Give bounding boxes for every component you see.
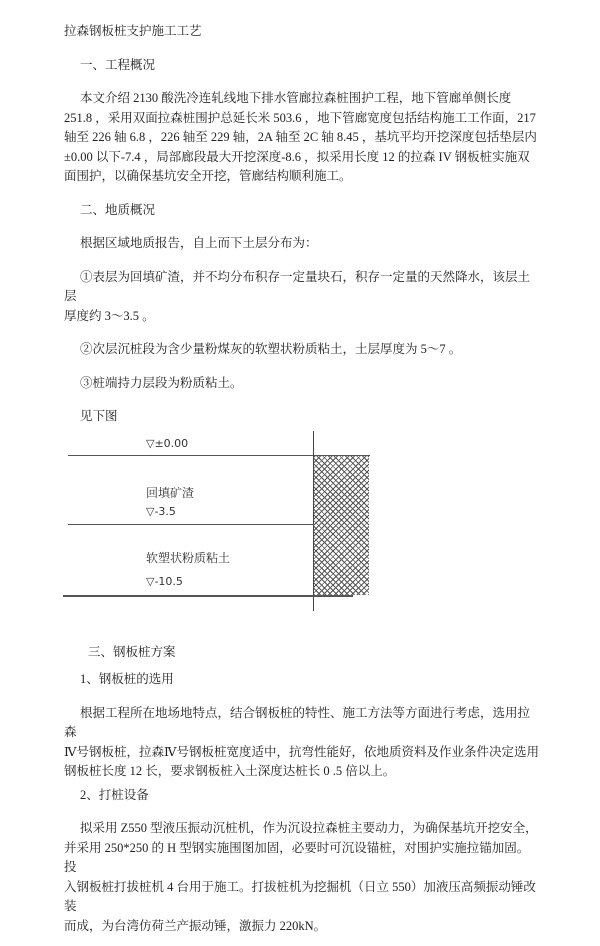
paragraph bbox=[64, 89, 540, 187]
paragraph-line: 面围护，以确保基坑安全开挖，管廊结构顺利施工。 bbox=[64, 169, 352, 183]
layer-boundary-line bbox=[68, 524, 314, 525]
subsection-heading: 2、打桩设备 bbox=[80, 787, 149, 802]
paragraph bbox=[64, 819, 540, 936]
layer-label: 回填矿渣 bbox=[146, 485, 195, 500]
layer-label: 软塑状粉质粘土 bbox=[146, 550, 231, 565]
paragraph-line: 入钢板桩打拔桩机 4 台用于施工。打拔桩机为挖掘机（日立 550）加液压高频振动锤改装 bbox=[64, 879, 536, 913]
level-label: ▽-10.5 bbox=[146, 574, 183, 588]
paragraph bbox=[64, 268, 540, 327]
subsection-heading: 1、钢板桩的选用 bbox=[80, 672, 174, 686]
section-heading: 三、钢板桩方案 bbox=[88, 644, 176, 659]
sheet-pile-hatch bbox=[314, 455, 369, 595]
level-label: ▽±0.00 bbox=[146, 436, 189, 450]
paragraph-line: 并采用 250*250 的 H 型钢实施围图加固，必要时可沉设锚桩，对围护实施拉锚加固。投 bbox=[64, 840, 530, 874]
paragraph bbox=[64, 704, 540, 782]
paragraph-line: 而成，为台湾仿荷兰产振动锤，激振力 220kN。 bbox=[64, 918, 327, 933]
doc-title: 拉森钢板桩支护施工工艺 bbox=[64, 24, 202, 38]
paragraph-line: 根据工程所在地场地特点，结合钢板桩的特性、施工方法等方面进行考虑，选用拉森 bbox=[64, 705, 531, 739]
section-heading: 二、地质概况 bbox=[80, 202, 156, 217]
paragraph: 见下图 bbox=[80, 409, 118, 423]
paragraph-line: 拟采用 Z550 型液压振动沉桩机，作为沉设拉森桩主要动力，为确保基坑开挖安全， bbox=[80, 821, 538, 835]
paragraph-line: 251.8 ，采用双面拉森桩围护总延长米 503.6 ，地下管廊宽度包括结构施工工作面，217 bbox=[64, 110, 536, 125]
paragraph: ③桩端持力层段为粉质粘土。 bbox=[80, 375, 243, 390]
bottom-line bbox=[63, 595, 353, 597]
section-heading: 一、工程概况 bbox=[80, 57, 156, 72]
paragraph-line: Ⅳ号钢板桩，拉森Ⅳ号钢板桩宽度适中，抗弯性能好，依地质资料及作业条件决定选用 bbox=[64, 744, 539, 759]
paragraph-line: 钢板桩长度 12 长，要求钢板桩入土深度达桩长 0 .5 倍以上。 bbox=[64, 764, 396, 778]
paragraph: ②次层沉桩段为含少量粉煤灰的软塑状粉质粘土，土层厚度为 5～7 。 bbox=[80, 342, 462, 356]
paragraph-line: 厚度约 3～3.5 。 bbox=[64, 308, 155, 323]
paragraph-line: 本文介绍 2130 酸洗冷连轧线地下排水管廊拉森桩围护工程，地下管廊单侧长度 bbox=[80, 91, 512, 105]
level-label: ▽-3.5 bbox=[146, 504, 176, 518]
paragraph: 根据区域地质报告，自上而下土层分布为： bbox=[80, 236, 318, 250]
paragraph-line: 轴至 226 轴 6.8 ，226 轴至 229 轴，2A 轴至 2C 轴 8.45 ，基坑平均开挖深度包括垫层内 bbox=[64, 130, 537, 144]
paragraph-line: ①表层为回填矿渣，并不均分布积存一定量块石，积存一定量的天然降水，该层土层 bbox=[64, 269, 531, 303]
paragraph-line: ±0.00 以下-7.4 ，局部廊段最大开挖深度-8.6 ，拟采用长度 12 的拉森 IV 钢板桩实施双 bbox=[64, 149, 530, 164]
soil-diagram bbox=[0, 431, 540, 619]
